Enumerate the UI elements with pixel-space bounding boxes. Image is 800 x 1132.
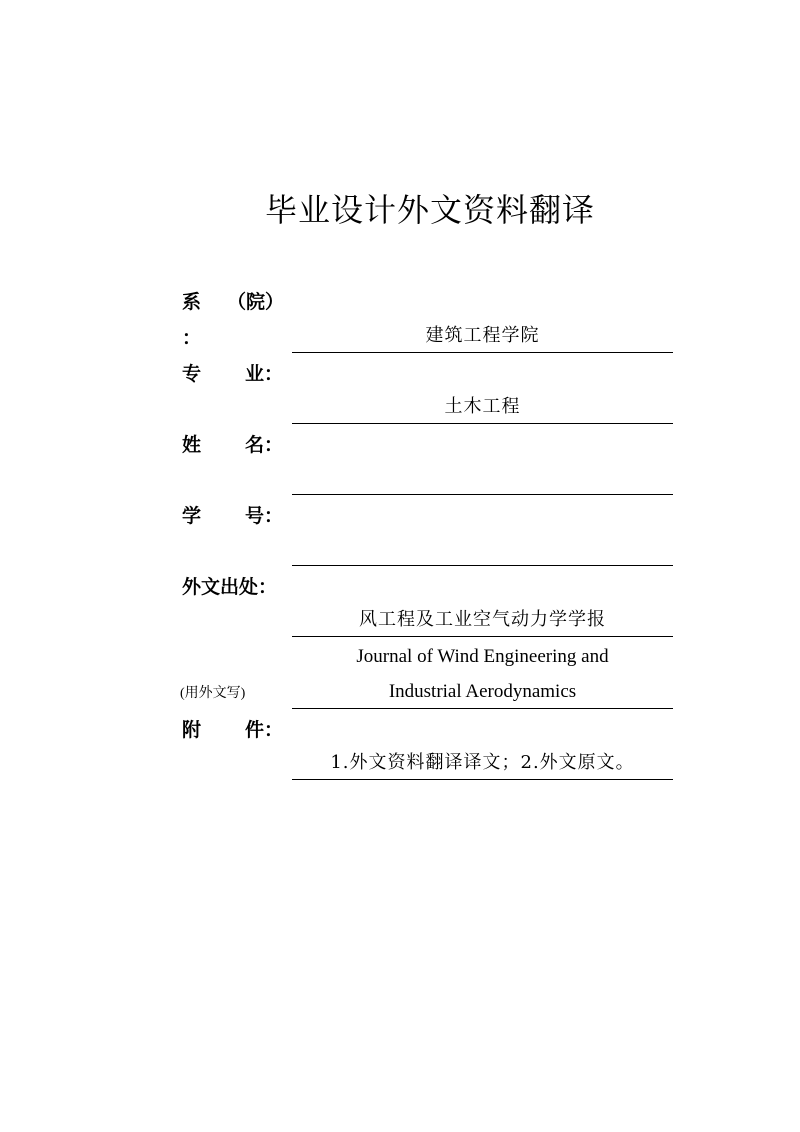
student-id-label-part2: 号：	[245, 505, 284, 527]
attachments-label-part2: 件：	[245, 719, 284, 741]
student-id-field[interactable]	[292, 532, 673, 566]
attachments-field[interactable]	[292, 746, 673, 780]
major-value: 土木工程	[444, 396, 521, 417]
name-field[interactable]	[292, 461, 673, 495]
source-cn-value: 风工程及工业空气动力学学报	[359, 609, 606, 630]
department-label-part1: 系	[182, 291, 202, 313]
name-label-part1: 姓	[182, 434, 202, 456]
department-label-colon: ：	[182, 327, 202, 349]
attachments-label	[182, 716, 283, 744]
source-cn-field[interactable]	[292, 603, 673, 637]
attachments-value: 1.外文资料翻译译文；2.外文原文。	[330, 752, 635, 773]
name-label	[182, 431, 283, 459]
department-field[interactable]	[292, 320, 673, 353]
name-label-part2: 名：	[245, 434, 284, 456]
major-field[interactable]	[292, 390, 673, 424]
department-label-part2: （院）	[227, 291, 285, 313]
document-title: 毕业设计外文资料翻译	[264, 191, 595, 229]
student-id-label-part1: 学	[182, 505, 202, 527]
attachments-label-part1: 附	[182, 719, 202, 741]
student-id-label	[182, 502, 283, 530]
major-label-part1: 专	[182, 363, 202, 385]
department-value: 建筑工程学院	[425, 325, 540, 346]
source-label: 外文出处：	[182, 576, 278, 598]
major-label-part2: 业：	[245, 363, 284, 385]
source-note: (用外文写)	[180, 686, 246, 701]
source-en-field[interactable]	[292, 636, 673, 709]
source-en-line2: Industrial Aerodynamics	[388, 681, 577, 702]
major-label	[182, 360, 283, 388]
source-en-line1: Journal of Wind Engineering and	[356, 646, 609, 667]
department-label	[182, 288, 284, 316]
